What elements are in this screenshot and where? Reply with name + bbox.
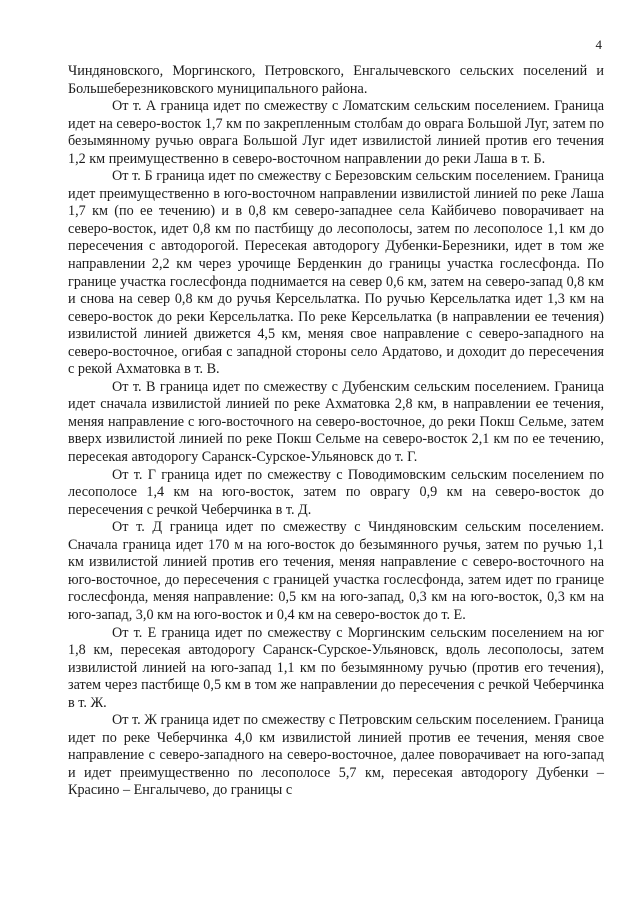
page-number: 4 (595, 37, 602, 52)
paragraph-point-v: От т. В граница идет по смежеству с Дубенским сельским поселением. Граница идет сначала извилистой линией по реке Ахматовка 2,8 км, в направлении ее течения, меняя направление с юго-восточного на северо-восточное, до реки Покш Сельме, затем вверх извилистой линией по реке Покш Сельме на северо-восток 2,1 км по ее течению, пересекая автодорогу Саранск-Сурское-Ульяновск до т. Г. (68, 378, 604, 466)
paragraph-point-g: От т. Г граница идет по смежеству с Поводимовским сельским поселением по лесополосе 1,4 км на юго-восток, затем по оврагу 0,9 км на северо-восток до пересечения с речкой Чеберчинка в т. Д. (68, 466, 604, 518)
paragraph-point-e: От т. Е граница идет по смежеству с Моргинским сельским поселением на юг 1,8 км, пересекая автодорогу Саранск-Сурское-Ульяновск, вдоль лесополосы, затем извилистой линией на юго-запад 1,1 км по безымянному ручью (против его течения), затем через пастбище 0,5 км в том же направлении до пересечения с речкой Чеберчинка в т. Ж. (68, 624, 604, 711)
paragraph-point-a: От т. А граница идет по смежеству с Ломатским сельским поселением. Граница идет на северо-восток 1,7 км по закрепленным столбам до оврага Большой Луг, затем по безымянному ручью оврага Большой Луг идет извилистой линией против его течения 1,2 км преимущественно в северо-восточном направлении до реки Лаша в т. Б. (68, 98, 604, 167)
paragraph-continuation: Чиндяновского, Моргинского, Петровского, Енгалычевского сельских поселений и Большеберезниковского муниципального района. (68, 63, 604, 97)
document-body (68, 63, 604, 800)
paragraph-point-b: От т. Б граница идет по смежеству с Березовским сельским поселением. Граница идет преимущественно в юго-восточном направлении извилистой линией по реке Лаша 1,7 км (по ее течению) и в 0,8 км северо-западнее села Кайбичево поворачивает на северо-восток, идет 0,8 км по пастбищу до лесополосы, затем по лесополосе 1,1 км до пересечения с автодорогой. Пересекая автодорогу Дубенки-Березники, идет в том же направлении 2,2 км через урочище Берденкин до границы участка гослесфонда. По границе участка гослесфонда поднимается на север 0,6 км, затем на северо-запад 0,8 км и снова на север 0,8 км до ручья Керсельлатка. По ручью Керсельлатка идет 1,3 км на северо-восток до реки Керсельлатка. По реке Керсельлатка (в направлении ее течения) извилистой линией движется 4,5 км, меняя свое направление с северо-западного на северо-восточное, огибая с западной стороны село Ардатово, и доходит до пересечения с рекой Ахматовка в т. В. (68, 168, 604, 378)
paragraph-point-zh: От т. Ж граница идет по смежеству с Петровским сельским поселением. Граница идет по реке Чеберчинка 4,0 км извилистой линией против ее течения, меняя свое направление с северо-западного на северо-восточное, далее поворачивает на юго-запад и идет преимущественно по лесополосе 5,7 км, пересекая автодорогу Дубенки – Красино – Енгалычево, до границы с (68, 712, 604, 799)
paragraph-point-d: От т. Д граница идет по смежеству с Чиндяновским сельским поселением. Сначала граница идет 170 м на юго-восток до безымянного ручья, затем по ручью 1,1 км извилистой линией против его течения, меняя направление с северо-восточного на юго-восточное, до пересечения с границей участка гослесфонда, затем идет по границе гослесфонда, меняя направление: 0,5 км на юго-запад, 0,3 км на юго-восток, 0,3 км на юго-запад, 3,0 км на юго-восток и 0,4 км на северо-восток до т. Е. (68, 519, 604, 623)
